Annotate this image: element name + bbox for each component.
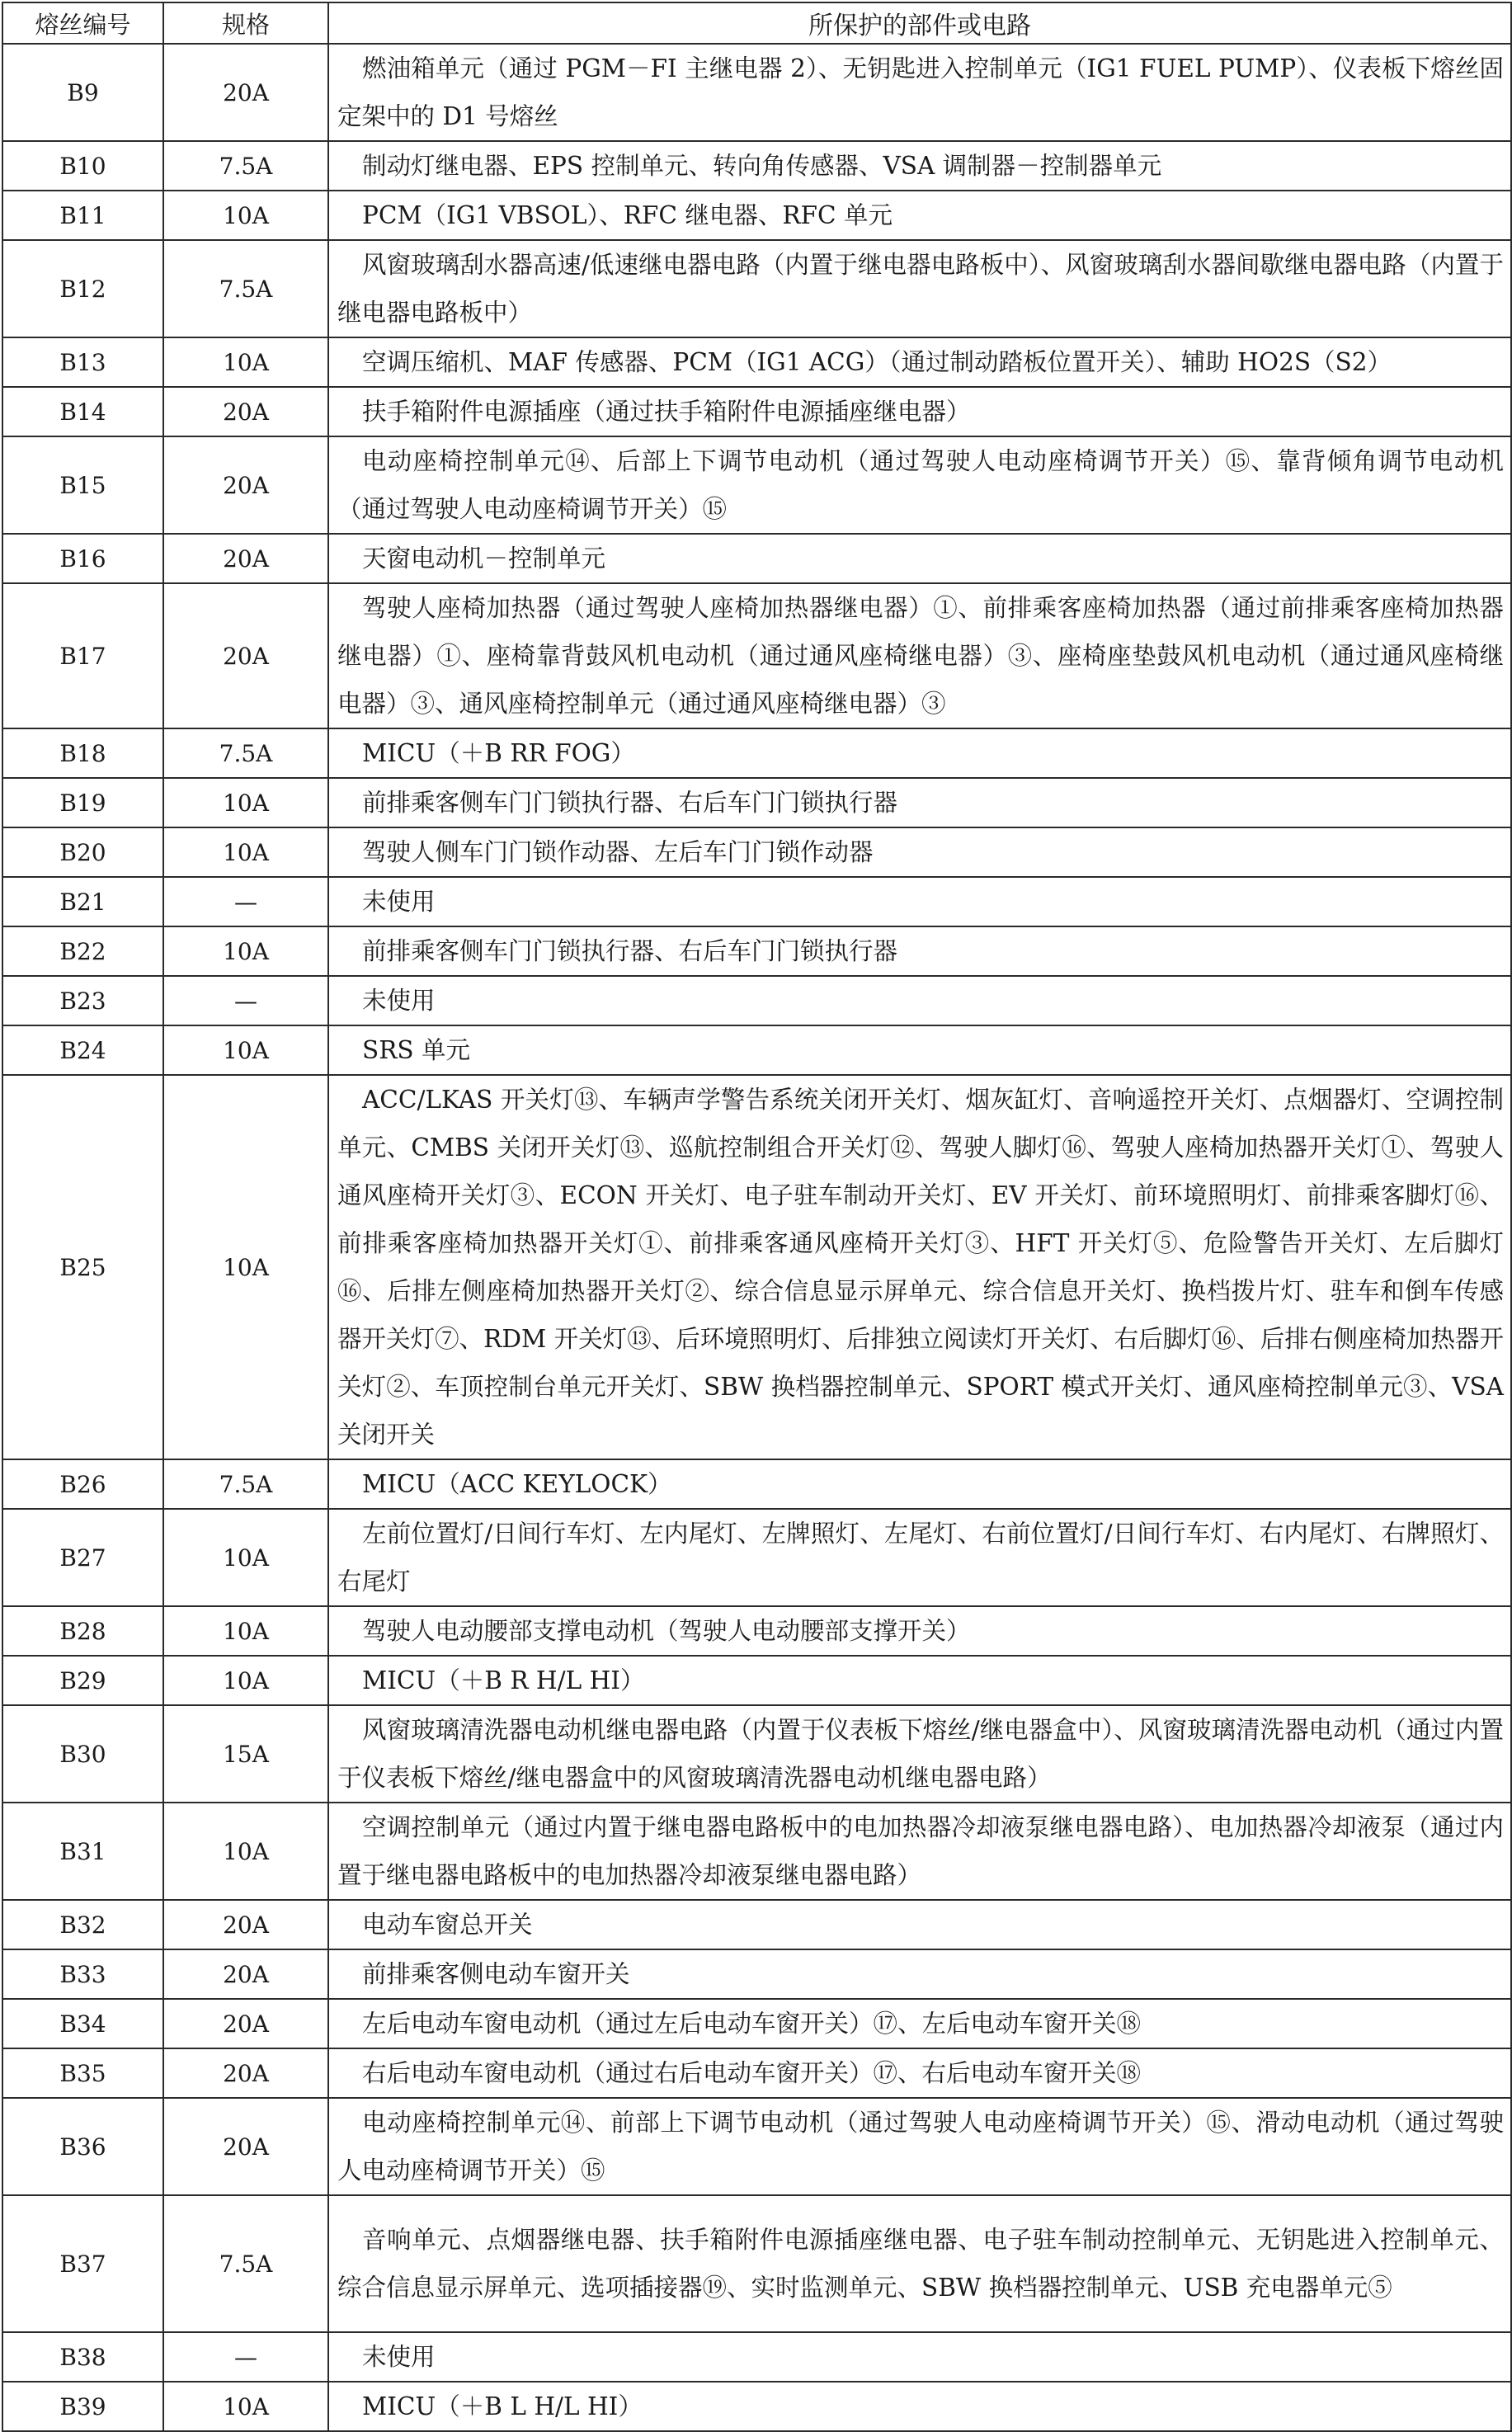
fuse-number-cell: B10 xyxy=(2,141,163,191)
protected-circuit-cell: ACC/LKAS 开关灯⑬、车辆声学警告系统关闭开关灯、烟灰缸灯、音响遥控开关灯、点烟器灯、空调控制单元、CMBS 关闭开关灯⑬、巡航控制组合开关灯⑫、驾驶人脚灯⑯、驾驶人座椅加热器开关灯①、驾驶人通风座椅开关灯③、ECON 开关灯、电子驻车制动开关灯、EV 开关灯、前环境照明灯、前排乘客脚灯⑯、前排乘客座椅加热器开关灯①、前排乘客通风座椅开关灯③、HFT 开关灯⑤、危险警告开关灯、左后脚灯⑯、后排左侧座椅加热器开关灯②、综合信息显示屏单元、综合信息开关灯、换档拨片灯、驻车和倒车传感器开关灯⑦、RDM 开关灯⑬、后环境照明灯、后排独立阅读灯开关灯、右后脚灯⑯、后排右侧座椅加热器开关灯②、车顶控制台单元开关灯、SBW 换档器控制单元、SPORT 模式开关灯、通风座椅控制单元③、VSA 关闭开关 xyxy=(328,1075,1511,1459)
table-row xyxy=(2,240,1511,337)
protected-circuit-cell: PCM（IG1 VBSOL）、RFC 继电器、RFC 单元 xyxy=(328,191,1511,240)
fuse-number-cell: B15 xyxy=(2,436,163,534)
header-spec: 规格 xyxy=(163,2,328,44)
table-row xyxy=(2,1900,1511,1949)
protected-circuit-cell: 左后电动车窗电动机（通过左后电动车窗开关）⑰、左后电动车窗开关⑱ xyxy=(328,1999,1511,2048)
table-row xyxy=(2,1606,1511,1656)
table-row xyxy=(2,1459,1511,1509)
protected-circuit-cell: MICU（＋B R H/L HI） xyxy=(328,1656,1511,1705)
protected-circuit-cell: 音响单元、点烟器继电器、扶手箱附件电源插座继电器、电子驻车制动控制单元、无钥匙进入控制单元、综合信息显示屏单元、选项插接器⑲、实时监测单元、SBW 换档器控制单元、USB 充电器单元⑤ xyxy=(328,2195,1511,2332)
protected-circuit-cell: 空调压缩机、MAF 传感器、PCM（IG1 ACG）（通过制动踏板位置开关）、辅助 HO2S（S2） xyxy=(328,337,1511,387)
protected-circuit-cell: 风窗玻璃清洗器电动机继电器电路（内置于仪表板下熔丝/继电器盒中）、风窗玻璃清洗器电动机（通过内置于仪表板下熔丝/继电器盒中的风窗玻璃清洗器电动机继电器电路） xyxy=(328,1705,1511,1803)
spec-cell: 10A xyxy=(163,2382,328,2431)
fuse-number-cell: B24 xyxy=(2,1025,163,1075)
protected-circuit-cell: MICU（＋B RR FOG） xyxy=(328,728,1511,778)
table-row xyxy=(2,1075,1511,1459)
protected-circuit-cell: 未使用 xyxy=(328,877,1511,926)
header-protected-circuit: 所保护的部件或电路 xyxy=(328,2,1511,44)
fuse-number-cell: B39 xyxy=(2,2382,163,2431)
spec-cell: 10A xyxy=(163,1606,328,1656)
spec-cell: 10A xyxy=(163,1656,328,1705)
spec-cell: 20A xyxy=(163,1949,328,1999)
fuse-number-cell: B22 xyxy=(2,926,163,976)
table-row xyxy=(2,534,1511,583)
spec-cell: 10A xyxy=(163,1075,328,1459)
table-row xyxy=(2,2048,1511,2098)
fuse-number-cell: B30 xyxy=(2,1705,163,1803)
table-row xyxy=(2,44,1511,141)
spec-cell: 20A xyxy=(163,583,328,728)
fuse-number-cell: B21 xyxy=(2,877,163,926)
table-row xyxy=(2,2098,1511,2195)
table-row xyxy=(2,827,1511,877)
protected-circuit-cell: 驾驶人座椅加热器（通过驾驶人座椅加热器继电器）①、前排乘客座椅加热器（通过前排乘客座椅加热器继电器）①、座椅靠背鼓风机电动机（通过通风座椅继电器）③、座椅座垫鼓风机电动机（通过通风座椅继电器）③、通风座椅控制单元（通过通风座椅继电器）③ xyxy=(328,583,1511,728)
spec-cell: 20A xyxy=(163,1900,328,1949)
table-row xyxy=(2,778,1511,827)
fuse-number-cell: B37 xyxy=(2,2195,163,2332)
spec-cell: 7.5A xyxy=(163,141,328,191)
spec-cell: 10A xyxy=(163,1025,328,1075)
fuse-number-cell: B20 xyxy=(2,827,163,877)
fuse-number-cell: B12 xyxy=(2,240,163,337)
spec-cell: — xyxy=(163,877,328,926)
table-row xyxy=(2,141,1511,191)
spec-cell: 7.5A xyxy=(163,2195,328,2332)
protected-circuit-cell: 前排乘客侧电动车窗开关 xyxy=(328,1949,1511,1999)
protected-circuit-cell: 右后电动车窗电动机（通过右后电动车窗开关）⑰、右后电动车窗开关⑱ xyxy=(328,2048,1511,2098)
fuse-number-cell: B16 xyxy=(2,534,163,583)
fuse-number-cell: B28 xyxy=(2,1606,163,1656)
protected-circuit-cell: SRS 单元 xyxy=(328,1025,1511,1075)
fuse-table xyxy=(2,2,1512,2432)
spec-cell: 10A xyxy=(163,926,328,976)
spec-cell: 20A xyxy=(163,2098,328,2195)
table-row xyxy=(2,976,1511,1025)
protected-circuit-cell: 未使用 xyxy=(328,2332,1511,2382)
spec-cell: 10A xyxy=(163,1509,328,1606)
protected-circuit-cell: 电动车窗总开关 xyxy=(328,1900,1511,1949)
fuse-number-cell: B31 xyxy=(2,1803,163,1900)
fuse-number-cell: B11 xyxy=(2,191,163,240)
protected-circuit-cell: 风窗玻璃刮水器高速/低速继电器电路（内置于继电器电路板中）、风窗玻璃刮水器间歇继电器电路（内置于继电器电路板中） xyxy=(328,240,1511,337)
spec-cell: 10A xyxy=(163,191,328,240)
table-body xyxy=(2,44,1511,2431)
table-row xyxy=(2,583,1511,728)
protected-circuit-cell: 空调控制单元（通过内置于继电器电路板中的电加热器冷却液泵继电器电路）、电加热器冷却液泵（通过内置于继电器电路板中的电加热器冷却液泵继电器电路） xyxy=(328,1803,1511,1900)
protected-circuit-cell: 燃油箱单元（通过 PGM－FI 主继电器 2）、无钥匙进入控制单元（IG1 FUEL PUMP）、仪表板下熔丝固定架中的 D1 号熔丝 xyxy=(328,44,1511,141)
fuse-number-cell: B29 xyxy=(2,1656,163,1705)
header-fuse-number: 熔丝编号 xyxy=(2,2,163,44)
table-row xyxy=(2,2195,1511,2332)
table-row xyxy=(2,728,1511,778)
spec-cell: 10A xyxy=(163,827,328,877)
table-row xyxy=(2,1509,1511,1606)
table-row xyxy=(2,337,1511,387)
spec-cell: 7.5A xyxy=(163,728,328,778)
protected-circuit-cell: 制动灯继电器、EPS 控制单元、转向角传感器、VSA 调制器－控制器单元 xyxy=(328,141,1511,191)
table-row xyxy=(2,926,1511,976)
table-row xyxy=(2,2332,1511,2382)
table-row xyxy=(2,2382,1511,2431)
table-row xyxy=(2,191,1511,240)
spec-cell: 20A xyxy=(163,436,328,534)
spec-cell: 10A xyxy=(163,778,328,827)
spec-cell: 20A xyxy=(163,2048,328,2098)
protected-circuit-cell: 未使用 xyxy=(328,976,1511,1025)
fuse-number-cell: B17 xyxy=(2,583,163,728)
fuse-number-cell: B34 xyxy=(2,1999,163,2048)
spec-cell: 20A xyxy=(163,534,328,583)
protected-circuit-cell: 驾驶人电动腰部支撑电动机（驾驶人电动腰部支撑开关） xyxy=(328,1606,1511,1656)
spec-cell: 20A xyxy=(163,44,328,141)
spec-cell: — xyxy=(163,976,328,1025)
protected-circuit-cell: MICU（＋B L H/L HI） xyxy=(328,2382,1511,2431)
fuse-number-cell: B38 xyxy=(2,2332,163,2382)
protected-circuit-cell: 前排乘客侧车门门锁执行器、右后车门门锁执行器 xyxy=(328,778,1511,827)
table-header-row xyxy=(2,2,1511,44)
fuse-number-cell: B25 xyxy=(2,1075,163,1459)
fuse-number-cell: B36 xyxy=(2,2098,163,2195)
fuse-number-cell: B27 xyxy=(2,1509,163,1606)
spec-cell: 7.5A xyxy=(163,1459,328,1509)
spec-cell: 10A xyxy=(163,1803,328,1900)
spec-cell: 20A xyxy=(163,1999,328,2048)
protected-circuit-cell: 驾驶人侧车门门锁作动器、左后车门门锁作动器 xyxy=(328,827,1511,877)
fuse-number-cell: B14 xyxy=(2,387,163,436)
protected-circuit-cell: 电动座椅控制单元⑭、前部上下调节电动机（通过驾驶人电动座椅调节开关）⑮、滑动电动机（通过驾驶人电动座椅调节开关）⑮ xyxy=(328,2098,1511,2195)
protected-circuit-cell: 电动座椅控制单元⑭、后部上下调节电动机（通过驾驶人电动座椅调节开关）⑮、靠背倾角调节电动机（通过驾驶人电动座椅调节开关）⑮ xyxy=(328,436,1511,534)
fuse-number-cell: B26 xyxy=(2,1459,163,1509)
table-row xyxy=(2,877,1511,926)
spec-cell: 10A xyxy=(163,337,328,387)
spec-cell: 7.5A xyxy=(163,240,328,337)
spec-cell: 20A xyxy=(163,387,328,436)
table-row xyxy=(2,436,1511,534)
table-row xyxy=(2,1656,1511,1705)
fuse-number-cell: B9 xyxy=(2,44,163,141)
fuse-number-cell: B35 xyxy=(2,2048,163,2098)
fuse-number-cell: B19 xyxy=(2,778,163,827)
protected-circuit-cell: 扶手箱附件电源插座（通过扶手箱附件电源插座继电器） xyxy=(328,387,1511,436)
table-row xyxy=(2,1705,1511,1803)
fuse-number-cell: B13 xyxy=(2,337,163,387)
table-row xyxy=(2,1025,1511,1075)
protected-circuit-cell: 天窗电动机－控制单元 xyxy=(328,534,1511,583)
fuse-number-cell: B18 xyxy=(2,728,163,778)
fuse-number-cell: B33 xyxy=(2,1949,163,1999)
table-row xyxy=(2,1999,1511,2048)
protected-circuit-cell: 左前位置灯/日间行车灯、左内尾灯、左牌照灯、左尾灯、右前位置灯/日间行车灯、右内尾灯、右牌照灯、右尾灯 xyxy=(328,1509,1511,1606)
spec-cell: — xyxy=(163,2332,328,2382)
spec-cell: 15A xyxy=(163,1705,328,1803)
protected-circuit-cell: MICU（ACC KEYLOCK） xyxy=(328,1459,1511,1509)
fuse-number-cell: B32 xyxy=(2,1900,163,1949)
protected-circuit-cell: 前排乘客侧车门门锁执行器、右后车门门锁执行器 xyxy=(328,926,1511,976)
fuse-number-cell: B23 xyxy=(2,976,163,1025)
table-row xyxy=(2,1949,1511,1999)
table-row xyxy=(2,387,1511,436)
table-row xyxy=(2,1803,1511,1900)
